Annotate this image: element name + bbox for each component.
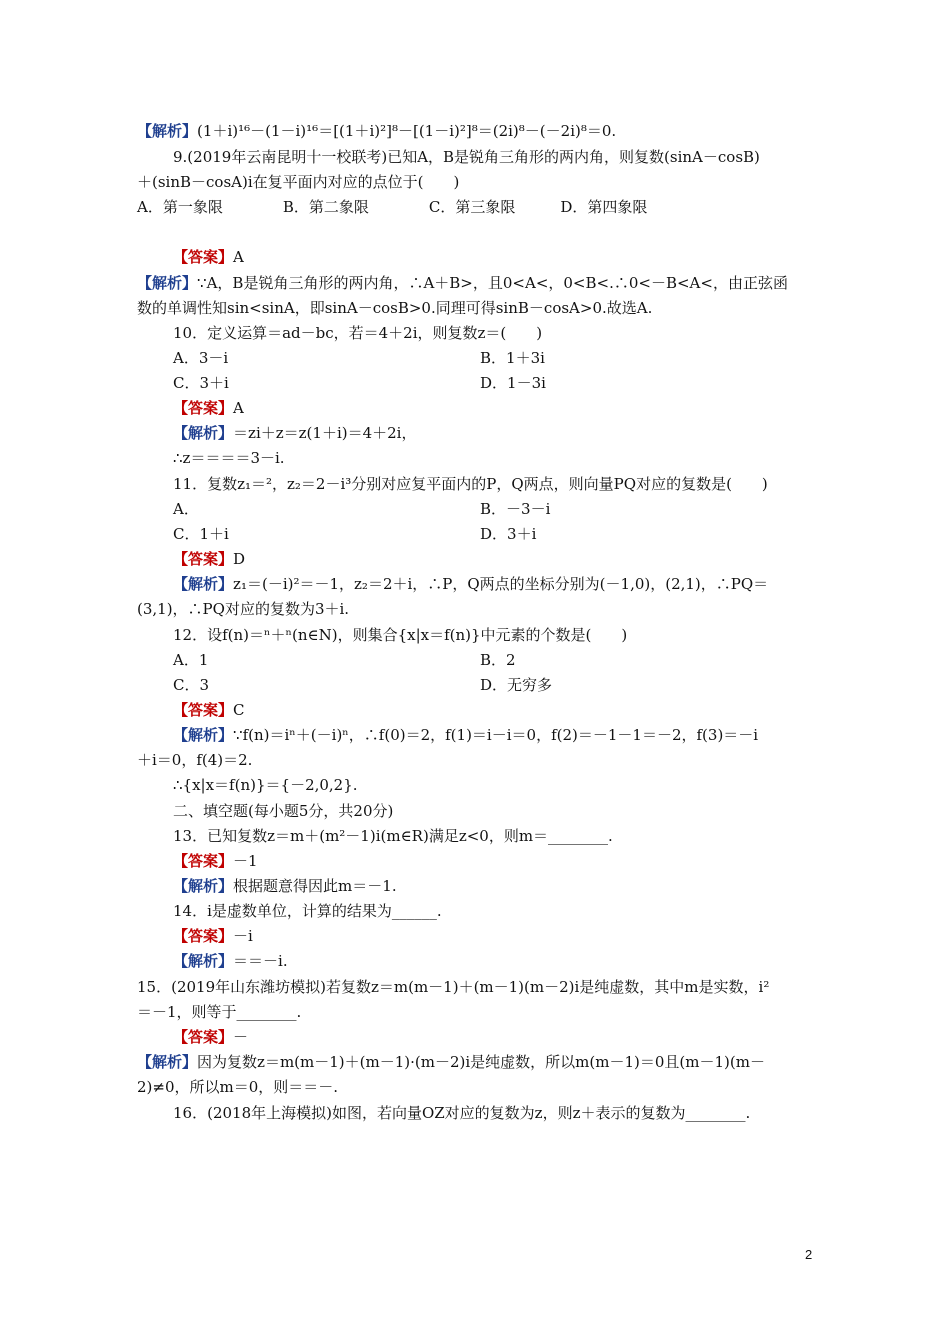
analysis-label: 【 解析 】 (173, 575, 233, 593)
answer-13: 【 答案 】 －1 (173, 850, 258, 872)
analysis-9-line2: 数的单调性知sin<sinA，即sinA－cosB>0.同理可得sinB－cosA>0.故选A. (137, 299, 653, 317)
answer-14: 【 答案 】 －i (173, 925, 253, 947)
question-11: 11．复数z₁＝²，z₂＝2－i³分别对应复平面内的P，Q两点，则向量PQ对应的复数是( ) (173, 475, 768, 493)
question-12: 12．设f(n)＝ⁿ＋ⁿ(n∈N)，则集合{x|x＝f(n)}中元素的个数是( ) (173, 626, 628, 644)
question-10: 10．定义运算＝ad－bc，若＝4＋2i，则复数z＝( ) (173, 324, 543, 342)
answer-label: 【 答案 】 (173, 852, 233, 870)
answer-12: 【 答案 】 C (173, 699, 245, 721)
answer-label: 【 答案 】 (173, 550, 233, 568)
question-10-option-c: C．3＋i (173, 374, 229, 392)
answer-label: 【 答案 】 (173, 1028, 233, 1046)
analysis-10-line2: ∴z＝＝＝＝3－i. (173, 449, 285, 467)
analysis-11-line1: 【 解析 】 z₁＝(－i)²＝－1，z₂＝2＋i，∴P，Q两点的坐标分别为(－1,0)，(2,1)，∴PQ＝ (173, 573, 768, 595)
answer-15: 【 答案 】 － (173, 1026, 248, 1048)
analysis-label: 【 解析 】 (137, 274, 197, 292)
analysis-label: 【 解析 】 (173, 424, 233, 442)
answer-label: 【 答案 】 (173, 399, 233, 417)
question-12-option-a: A．1 (173, 651, 209, 669)
section-heading-fill-in: 二、填空题(每小题5分，共20分) (173, 802, 394, 820)
analysis-12-line2: ＋i＝0，f(4)＝2. (137, 751, 253, 769)
question-10-option-b: B．1＋3i (480, 349, 545, 367)
answer-11: 【 答案 】 D (173, 548, 245, 570)
analysis-13: 【 解析 】 根据题意得因此m＝－1. (173, 875, 397, 897)
analysis-15-line2: 2)≠0，所以m＝0，则＝＝－. (137, 1078, 339, 1096)
question-10-option-d: D．1－3i (480, 374, 546, 392)
analysis-label: 【 解析 】 (173, 726, 233, 744)
question-9-options: A．第一象限 B．第二象限 C．第三象限 D．第四象限 (137, 198, 648, 216)
analysis-15-line1: 【 解析 】 因为复数z＝m(m－1)＋(m－1)·(m－2)i是纯虚数，所以m(m－1)＝0且(m－1)(m－ (137, 1051, 765, 1073)
question-16: 16．(2018年上海模拟)如图，若向量OZ对应的复数为z，则z＋表示的复数为________. (173, 1104, 751, 1122)
question-11-option-d: D．3＋i (480, 525, 537, 543)
question-12-option-c: C．3 (173, 676, 210, 694)
question-14: 14．i是虚数单位，计算的结果为______. (173, 902, 442, 920)
analysis-14: 【 解析 】 ＝＝－i. (173, 950, 288, 972)
answer-10: 【 答案 】 A (173, 397, 244, 419)
question-13: 13．已知复数z＝m＋(m²－1)i(m∈R)满足z<0，则m＝________. (173, 827, 613, 845)
question-12-option-b: B．2 (480, 651, 516, 669)
question-12-option-d: D．无穷多 (480, 676, 553, 694)
analysis-label: 【 解析 】 (137, 1053, 197, 1071)
analysis-10-line1: 【 解析 】 ＝zi＋z＝z(1＋i)＝4＋2i， (173, 422, 416, 444)
question-11-option-c: C．1＋i (173, 525, 229, 543)
analysis-label: 【 解析 】 (173, 952, 233, 970)
question-15-line2: ＝－1，则等于________. (137, 1003, 302, 1021)
analysis-8: 【 解析 】 (1＋i)¹⁶－(1－i)¹⁶＝[(1＋i)²]⁸－[(1－i)²]⁸＝(2i)⁸－(－2i)⁸＝0. (137, 120, 616, 142)
analysis-11-line2: (3,1)，∴PQ对应的复数为3＋i. (137, 600, 350, 618)
answer-label: 【 答案 】 (173, 248, 233, 266)
answer-9: 【 答案 】 A (173, 246, 244, 268)
analysis-12-line3: ∴{x|x＝f(n)}＝{－2,0,2}. (173, 776, 358, 794)
analysis-label: 【 解析 】 (173, 877, 233, 895)
analysis-12-line1: 【 解析 】 ∵f(n)＝iⁿ＋(－i)ⁿ，∴f(0)＝2，f(1)＝i－i＝0，f(2)＝－1－1＝－2，f(3)＝－i (173, 724, 758, 746)
answer-label: 【 答案 】 (173, 927, 233, 945)
analysis-label: 【 解析 】 (137, 122, 197, 140)
question-11-option-a: A． (173, 500, 199, 518)
question-15-line1: 15．(2019年山东潍坊模拟)若复数z＝m(m－1)＋(m－1)(m－2)i是纯虚数，其中m是实数，i² (137, 978, 770, 996)
analysis-9-line1: 【 解析 】 ∵A，B是锐角三角形的两内角，∴A＋B>，且0<A<，0<B<.∴0<－B<A<，由正弦函 (137, 272, 788, 294)
answer-label: 【 答案 】 (173, 701, 233, 719)
page-number: 2 (805, 1247, 813, 1262)
question-10-option-a: A．3－i (173, 349, 229, 367)
question-9-line1: 9.(2019年云南昆明十一校联考)已知A，B是锐角三角形的两内角，则复数(sinA－cosB) (173, 148, 760, 166)
question-9-line2: ＋(sinB－cosA)i在复平面内对应的点位于( ) (137, 173, 460, 191)
question-11-option-b: B．－3－i (480, 500, 551, 518)
